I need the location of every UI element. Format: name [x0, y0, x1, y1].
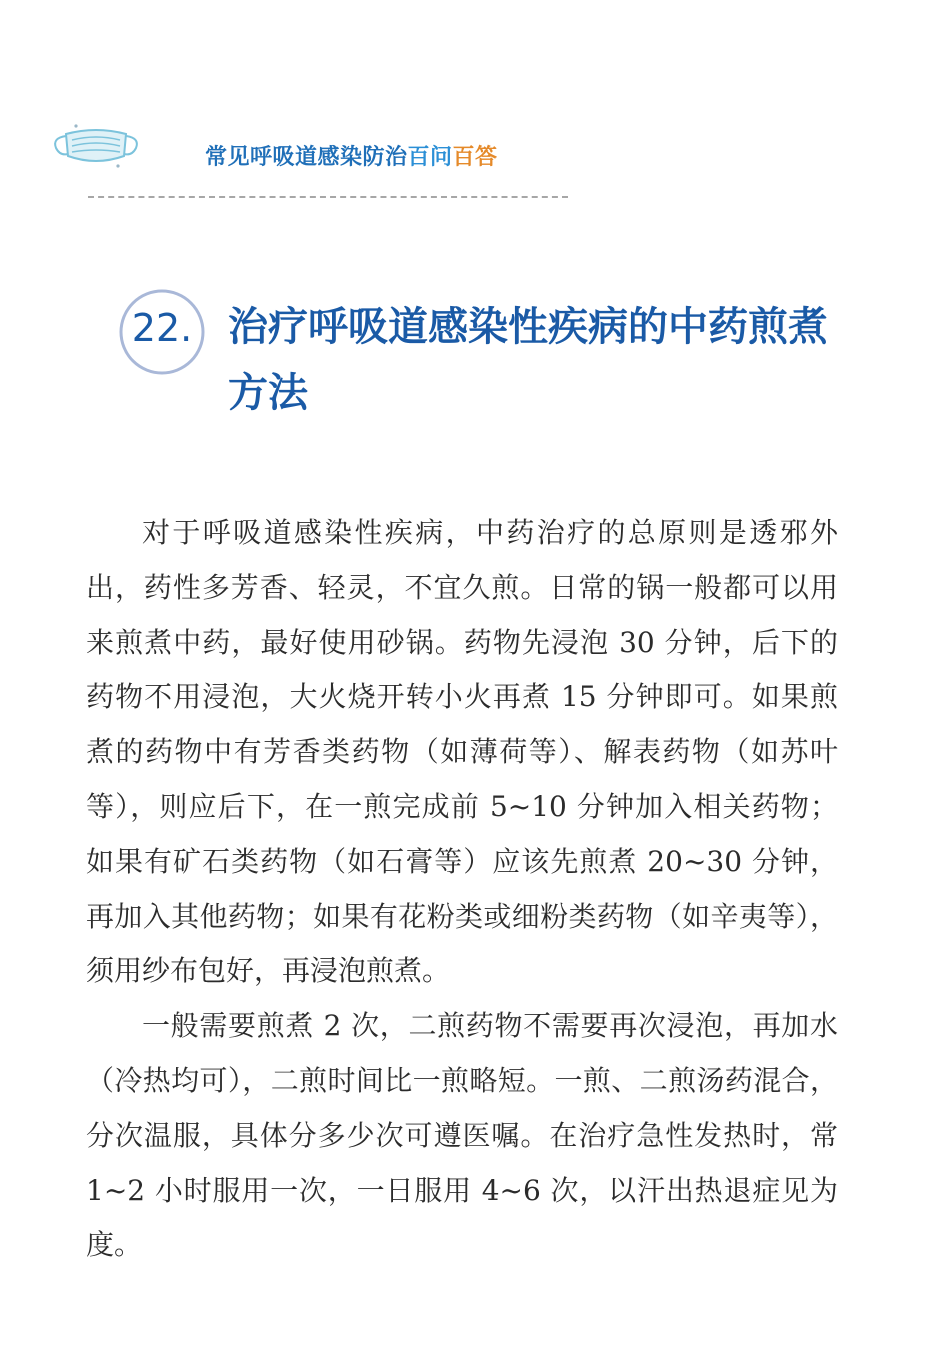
question-title: 治疗呼吸道感染性疾病的中药煎煮方法: [228, 304, 828, 416]
face-mask-icon: [50, 122, 142, 172]
book-title: [205, 140, 498, 171]
header-divider: [88, 196, 568, 198]
answer-paragraph: 对于呼吸道感染性疾病，中药治疗的总原则是透邪外出，药性多芳香、轻灵，不宜久煎。日常的锅一般都可以用来煎煮中药，最好使用砂锅。药物先浸泡 30 分钟，后下的药物不用浸泡，大火烧开转小火再煮 15 分钟即可。如果煎煮的药物中有芳香类药物（如薄荷等）、解表药物（如苏叶等），则应后下，在一煎完成前 5~10 分钟加入相关药物；如果有矿石类药物（如石膏等）应该先煎煮 20~30 分钟，再加入其他药物；如果有花粉类或细粉类药物（如辛夷等），须用纱布包好，再浸泡煎煮。: [86, 516, 838, 988]
question-number: 22.: [131, 306, 193, 350]
answer-body: [86, 506, 838, 1273]
book-title-accent-1: 百问: [407, 144, 453, 170]
question-heading: [118, 288, 878, 438]
book-title-accent-2: 百答: [452, 144, 498, 170]
answer-paragraph: 一般需要煎煮 2 次，二煎药物不需要再次浸泡，再加水（冷热均可），二煎时间比一煎略短。一煎、二煎汤药混合，分次温服，具体分多少次可遵医嘱。在治疗急性发热时，常 1~2 小时服用一次，一日服用 4~6 次，以汗出热退症见为度。: [86, 1009, 838, 1262]
book-title-main: 常见呼吸道感染防治: [205, 145, 408, 170]
running-header: [50, 120, 530, 210]
